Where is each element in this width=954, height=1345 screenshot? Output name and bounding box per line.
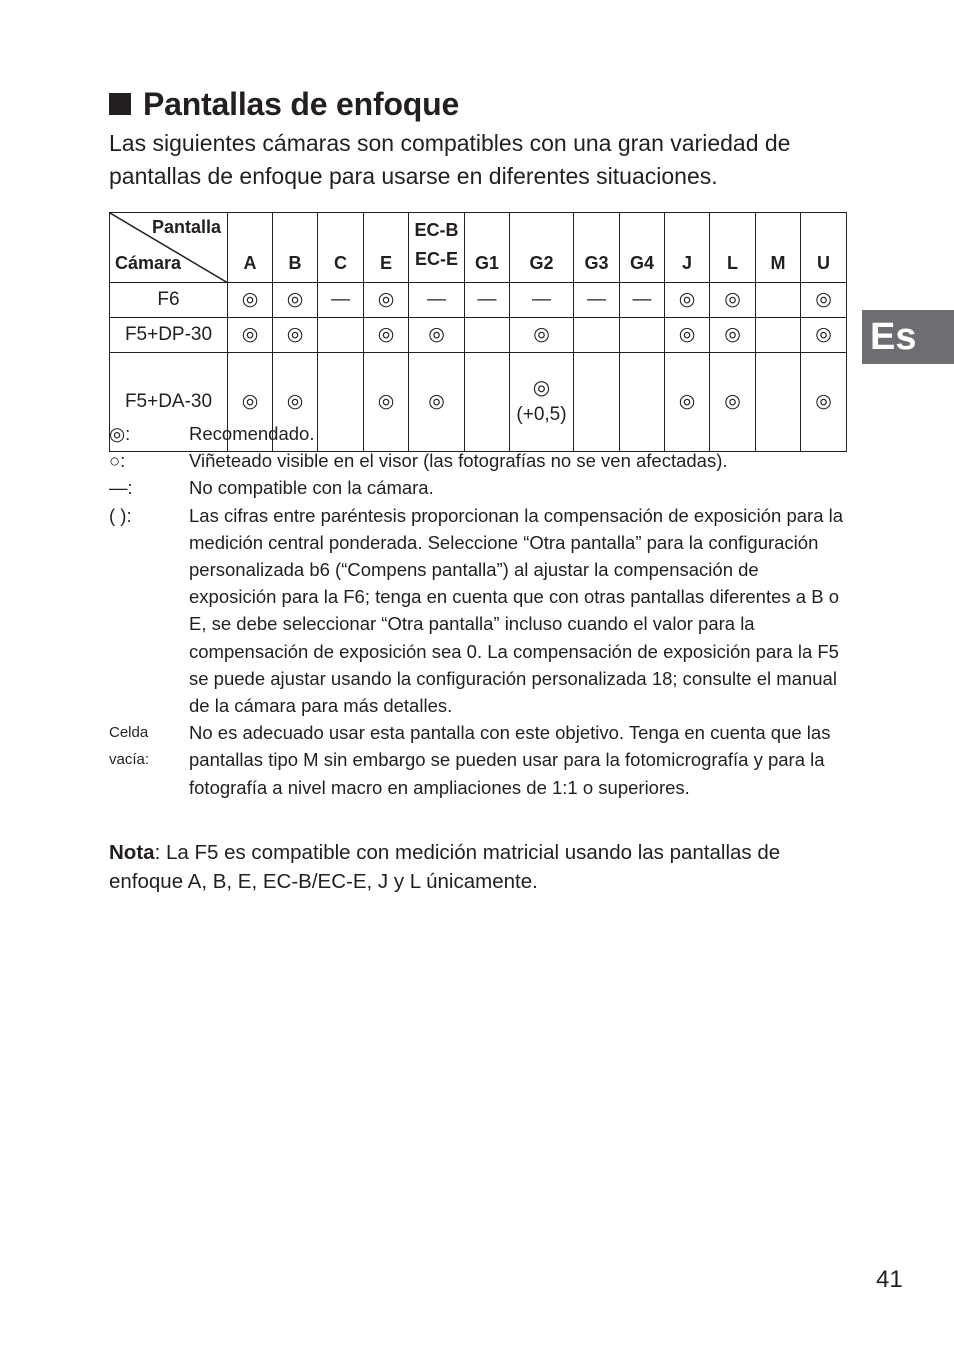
- note-paragraph: [109, 838, 849, 896]
- cell-symbol: ◎: [801, 318, 847, 353]
- page-number: 41: [876, 1266, 903, 1293]
- col-header: G2: [510, 213, 574, 283]
- col-header: E: [364, 213, 409, 283]
- section-heading: [109, 82, 459, 126]
- col-header: J: [665, 213, 710, 283]
- language-tab: Es: [862, 310, 954, 364]
- col-header: G1: [465, 213, 510, 283]
- legend-row: [109, 420, 849, 447]
- cell-symbol: ◎: [710, 353, 756, 452]
- cell-symbol: ◎: [364, 318, 409, 353]
- cell-symbol: ◎: [409, 318, 465, 353]
- exposure-compensation-note: (+0,5): [516, 404, 567, 425]
- cell-symbol: [318, 318, 364, 353]
- legend-key: ( ):: [109, 504, 132, 526]
- heading-text: Pantallas de enfoque: [143, 86, 460, 122]
- cell-symbol: ◎: [273, 318, 318, 353]
- col-header-ecb-ece: [409, 213, 465, 283]
- legend-key: ◎:: [109, 423, 131, 444]
- col-header: G3: [574, 213, 620, 283]
- cell-symbol: ◎: [228, 318, 273, 353]
- cell-symbol: ◎: [273, 283, 318, 318]
- col-header: U: [801, 213, 847, 283]
- legend-key: Celda vacía:: [109, 724, 150, 769]
- legend-row: [109, 719, 849, 801]
- cell-symbol: [756, 283, 801, 318]
- legend-key: ○:: [109, 450, 126, 472]
- camera-name: F5+DA-30: [110, 353, 228, 452]
- corner-screen-label: Pantalla: [151, 217, 221, 237]
- cell-symbol: —: [465, 283, 510, 318]
- cell-symbol: ◎: [665, 353, 710, 452]
- table-corner-cell: [110, 213, 228, 283]
- camera-name: F6: [110, 283, 228, 318]
- legend-text: Recomendado.: [189, 423, 315, 444]
- table-header-row: [110, 213, 847, 283]
- cell-symbol: ◎: [710, 318, 756, 353]
- col-header: L: [710, 213, 756, 283]
- col-header: M: [756, 213, 801, 283]
- legend-row: [109, 502, 849, 720]
- focusing-screen-table: [109, 212, 847, 452]
- cell-symbol: ◎: [510, 318, 574, 353]
- cell-symbol: [620, 318, 665, 353]
- col-header: EC-B: [414, 220, 459, 240]
- cell-symbol: [574, 318, 620, 353]
- cell-symbol: ◎: [409, 353, 465, 452]
- cell-symbol: ◎: [532, 377, 551, 399]
- col-header: A: [228, 213, 273, 283]
- cell-symbol: [465, 318, 510, 353]
- legend-text: No compatible con la cámara.: [189, 477, 434, 499]
- legend-row: [109, 447, 849, 474]
- cell-symbol: ◎: [665, 318, 710, 353]
- table-row: [110, 283, 847, 318]
- cell-symbol: ◎: [273, 353, 318, 452]
- legend-key: —:: [109, 477, 133, 499]
- cell-symbol: —: [574, 283, 620, 318]
- table-row: [110, 318, 847, 353]
- note-text: : La F5 es compatible con medición matricial usando las pantallas de enfoque A, B, E, EC-B/EC-E, J y L únicamente.: [109, 841, 781, 893]
- legend: [109, 420, 849, 801]
- cell-symbol: ◎: [228, 283, 273, 318]
- legend-text: Las cifras entre paréntesis proporcionan la compensación de exposición para la medición central ponderada. Seleccione “Otra pantalla” para la configuración personalizada b6 (“Compens pantalla”) al ajustar la compensación de exposición para la F6; tenga en cuenta que con otras pantallas diferentes a B o E, se debe seleccionar “Otra pantalla” incluso cuando el valor para la compensación de exposición sea 0. La compensación de exposición para la F5 se puede ajustar usando la configuración personalizada 18; consulte el manual de la cámara para más detalles.: [189, 504, 844, 717]
- cell-symbol: ◎: [801, 353, 847, 452]
- cell-symbol: —: [510, 283, 574, 318]
- cell-symbol: —: [409, 283, 465, 318]
- camera-name: F5+DP-30: [110, 318, 228, 353]
- cell-symbol: ◎: [364, 353, 409, 452]
- cell-symbol: ◎: [710, 283, 756, 318]
- square-bullet-icon: [109, 93, 131, 115]
- cell-symbol: ◎: [364, 283, 409, 318]
- col-header: C: [318, 213, 364, 283]
- col-header: EC-E: [414, 249, 458, 269]
- legend-row: [109, 474, 849, 501]
- col-header: G4: [620, 213, 665, 283]
- cell-symbol: —: [318, 283, 364, 318]
- cell-symbol: —: [620, 283, 665, 318]
- legend-text: No es adecuado usar esta pantalla con este objetivo. Tenga en cuenta que las pantallas tipo M sin embargo se pueden usar para la fotomicrografía y para la fotografía a nivel macro en ampliaciones de 1:1 o superiores.: [189, 722, 831, 798]
- intro-paragraph: Las siguientes cámaras son compatibles con una gran variedad de pantallas de enfoque para usarse en diferentes situaciones.: [109, 130, 791, 189]
- cell-symbol: ◎: [665, 283, 710, 318]
- legend-text: Viñeteado visible en el visor (las fotografías no se ven afectadas).: [189, 450, 728, 472]
- corner-camera-label: Cámara: [115, 253, 182, 273]
- cell-symbol: ◎: [801, 283, 847, 318]
- cell-symbol: ◎: [228, 353, 273, 452]
- note-label: Nota: [109, 841, 155, 864]
- cell-symbol: [756, 318, 801, 353]
- col-header: B: [273, 213, 318, 283]
